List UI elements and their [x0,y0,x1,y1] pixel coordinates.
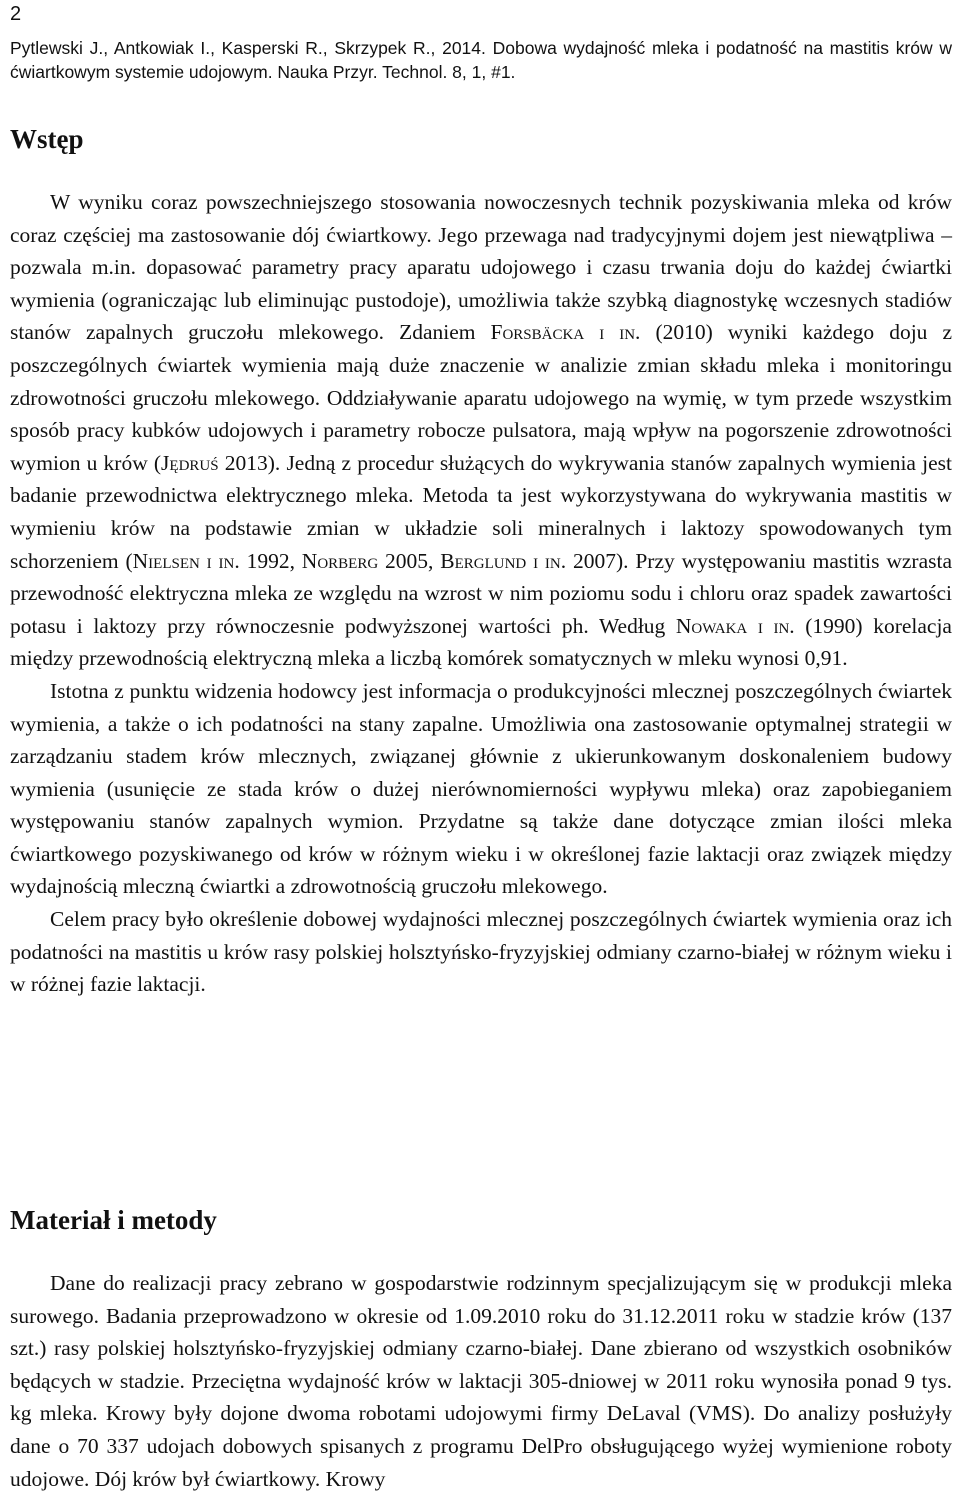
citation-author: Nowaka i in. [675,613,795,638]
intro-paragraph-2: Istotna z punktu widzenia hodowcy jest informacja o produkcyjności mlecznej poszczególnych ćwiartek wymienia, a także o ich podatności na stany zapalne. Umożliwia ona zastosowanie optymalnej strategii w zarządzaniu stadem krów mlecznych, związanej głównie z ukierunkowanym doskonaleniem budowy wymienia (usunięcie ze stada krów o dużej nierównomierności wypływu mleka) oraz zapobieganiem występowaniu stanów zapalnych wymion. Przydatne są także dane dotyczące zmian ilości mleka ćwiartkowego pozyskiwanego od krów w różnym wieku i w określonej fazie laktacji oraz związek między wydajnością mleczną ćwiartki a zdrowotnością gruczołu mlekowego. [10,678,952,899]
citation-author: Forsbäcka i in. [490,320,641,345]
citation-author: Norberg [301,548,379,573]
intro-paragraph-1 [10,186,952,675]
intro-text: 2005, [378,548,441,573]
intro-section-body [10,186,952,1001]
section-heading-methods: Materiał i metody [10,1205,217,1235]
page-number: 2 [10,3,22,25]
intro-paragraph-3: Celem pracy było określenie dobowej wydajności mlecznej poszczególnych ćwiartek wymienia oraz ich podatności na mastitis u krów rasy polskiej holsztyńsko-fryzyjskiej odmiany czarno-białej w różnym wieku i w różnej fazie laktacji. [10,907,952,997]
intro-text: 1992, [239,548,302,573]
citation-author: Nielsen i in. [132,548,240,573]
intro-text: (2010) wyniki każdego doju z poszczególnych ćwiartek wymienia mają duże znaczenie w analizie zmian składu mleka i monitoringu zdrowotności gruczołu mlekowego. Oddziaływanie aparatu udojowego na wymię, w tym przede wszystkim sposób pracy kubków udojowych i parametry robocze pulsatora, mają wpływ na pogorszenie zdrowotności wymion u krów ( [10,320,953,475]
citation-header: Pytlewski J., Antkowiak I., Kasperski R., Skrzypek R., 2014. Dobowa wydajność mleka i podatność na mastitis krów w ćwiartkowym systemie udojowym. Nauka Przyr. Technol. 8, 1, #1. [10,38,952,82]
intro-text: (1990) korelacja między przewodnością elektryczną mleka a liczbą komórek somatycznych w mleku wynosi 0,91. [10,613,952,671]
methods-section-body [10,1267,952,1495]
intro-text: 2013). Jedną z procedur służących do wykrywania stanów zapalnych wymienia jest badanie przewodnictwa elektrycznego mleka. Metoda ta jest wykorzystywana do wykrywania mastitis w wymieniu krów na podstawie zmian w układzie soli mineralnych i laktozy spowodowanych tym schorzeniem ( [10,450,952,573]
intro-text: 2007). Przy występowaniu mastitis wzrasta przewodność elektryczna mleka ze względu na wzrost w nim poziomu sodu i chloru oraz spadek zawartości potasu i laktozy przy równoczesnie podwyższonej wartości ph. Według [10,548,953,638]
section-heading-intro: Wstęp [10,124,84,154]
intro-text: W wyniku coraz powszechniejszego stosowania nowoczesnych technik pozyskiwania mleka od krów coraz częściej ma zastosowanie dój ćwiartkowy. Jego przewaga nad tradycyjnymi dojem jest niewątpliwa – pozwala m.in. dopasować parametry pracy aparatu udojowego i czasu trwania doju do każdej ćwiartki wymienia (ograniczając lub eliminując pustodoje), umożliwia także szybką diagnostykę wczesnych stadiów stanów zapalnych gruczołu mlekowego. Zdaniem [10,190,952,345]
citation-author: Jędruś [161,450,219,475]
methods-paragraph-1: Dane do realizacji pracy zebrano w gospodarstwie rodzinnym specjalizującym się w produkcji mleka surowego. Badania przeprowadzono w okresie od 1.09.2010 roku do 31.12.2011 roku w stadzie krów (137 szt.) rasy polskiej holsztyńsko-fryzyjskiej odmiany czarno-białej. Dane zbierano od wszystkich osobników będących w stadzie. Przeciętna wydajność krów w laktacji 305-dniowej w 2011 roku wynosiła ponad 9 tys. kg mleka. Krowy były dojone dwoma robotami udojowymi firmy DeLaval (VMS). Do analizy posłużyły dane o 70 337 udojach dobowych spisanych z programu DelPro obsługującego wyżej wymienione roboty udojowe. Dój krów był ćwiartkowy. Krowy [10,1271,952,1491]
citation-author: Berglund i in. [440,548,567,573]
